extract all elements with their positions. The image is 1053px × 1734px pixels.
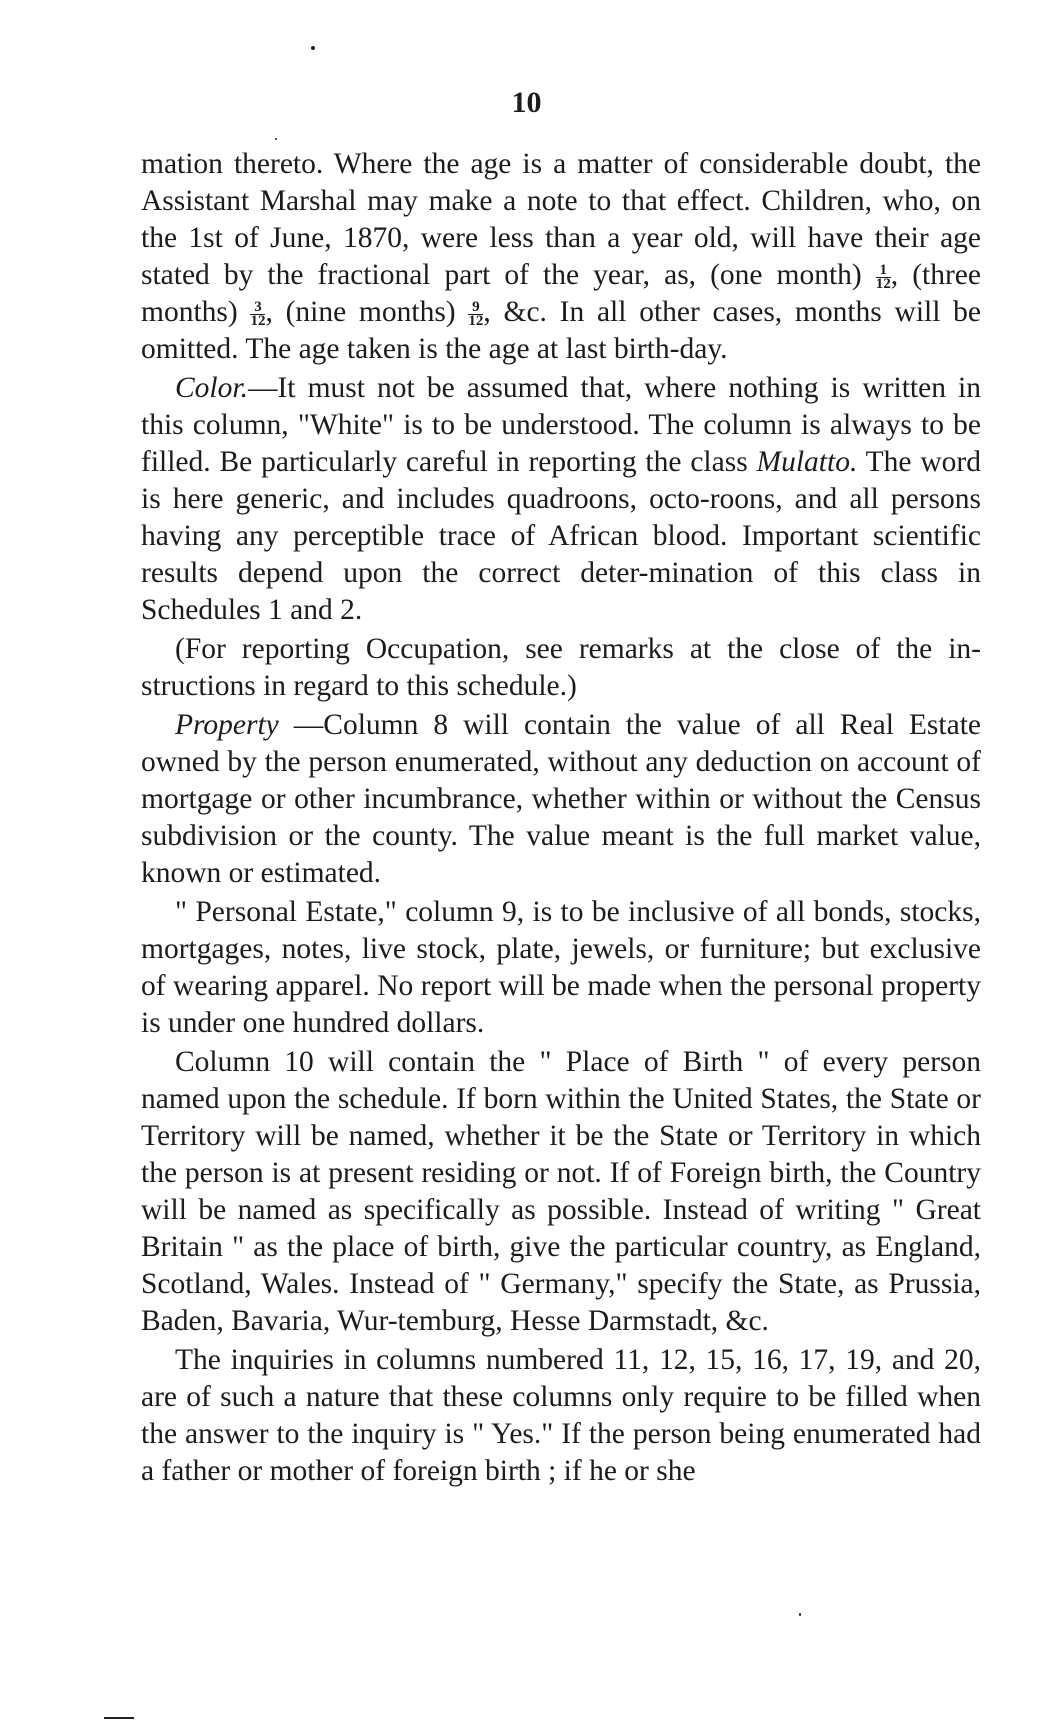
paragraph-inquiries: The inquiries in columns numbered 11, 12, 15, 16, 17, 19, and 20, are of such a nature that these columns only require to be filled when the answer to the inquiry is " Yes." If the person being enumerated had a father or mother of foreign birth ; if he or she — [141, 1344, 981, 1487]
fraction-nine-twelfths: $\frac{9}{12}$ — [468, 298, 484, 329]
paragraph-color — [141, 370, 981, 629]
print-speck — [311, 46, 315, 50]
body-text — [141, 146, 981, 1492]
paragraph-text: —It must not be assumed that, where nothing is written in this column, "White" is to be understood. The column is always to be filled. Be particularly careful in reporting the class — [141, 372, 981, 478]
print-speck — [275, 138, 277, 140]
paragraph-personal-estate: " Personal Estate," column 9, is to be inclusive of all bonds, stocks, mortgages, notes, live stock, plate, jewels, or furniture; but exclusive of wearing apparel. No report will be made when the personal property is under one hundred dollars. — [141, 896, 981, 1039]
section-heading-color: Color. — [175, 372, 248, 404]
paragraph-text: The word is here generic, and includes quadroons, octo-roons, and all persons having any perceptible trace of African blood. Important scientific results depend upon the correct deter-mination of this class in Schedules 1 and 2. — [141, 446, 981, 626]
fraction-one-twelfth: $\frac{1}{12}$ — [875, 261, 891, 292]
print-speck — [799, 1613, 801, 1616]
paragraph-text: mation thereto. Where the age is a matter of considerable doubt, the Assistant Marshal may make a note to that effect. Children, who, on the 1st of June, 1870, were less than a year old, will have their age stated by the fractional part of the year, as, (one month) — [141, 148, 981, 291]
section-heading-property: Property — [175, 709, 279, 741]
emphasis-mulatto: Mulatto. — [756, 446, 858, 478]
paragraph-text: —Column 8 will contain the value of all Real Estate owned by the person enumerated, without any deduction on account of mortgage or other incumbrance, whether within or without the Census subdivision or the county. The value meant is the full market value, known or estimated. — [141, 709, 981, 889]
margin-mark — [104, 1717, 134, 1719]
page-number: 10 — [511, 86, 542, 119]
paragraph-property — [141, 707, 981, 892]
paragraph-occupation-note: (For reporting Occupation, see remarks at the close of the in-structions in regard to this schedule.) — [141, 633, 981, 702]
paragraph-text: , (three months) — [141, 259, 981, 328]
fraction-three-twelfths: $\frac{3}{12}$ — [250, 298, 266, 329]
paragraph-place-of-birth: Column 10 will contain the " Place of Birth " of every person named upon the schedule. If born within the United States, the State or Territory will be named, whether it be the State or Territory in which the person is at present residing or not. If of Foreign birth, the Country will be named as specifically as possible. Instead of writing " Great Britain " as the place of birth, give the particular country, as England, Scotland, Wales. Instead of " Germany," specify the State, as Prussia, Baden, Bavaria, Wur-temburg, Hesse Darmstadt, &c. — [141, 1046, 981, 1337]
paragraph-text: , (nine months) — [265, 296, 469, 328]
paragraph-age — [141, 146, 981, 368]
paragraph-text: , &c. In all other cases, months will be omitted. The age taken is the age at last birth-day. — [141, 296, 982, 365]
